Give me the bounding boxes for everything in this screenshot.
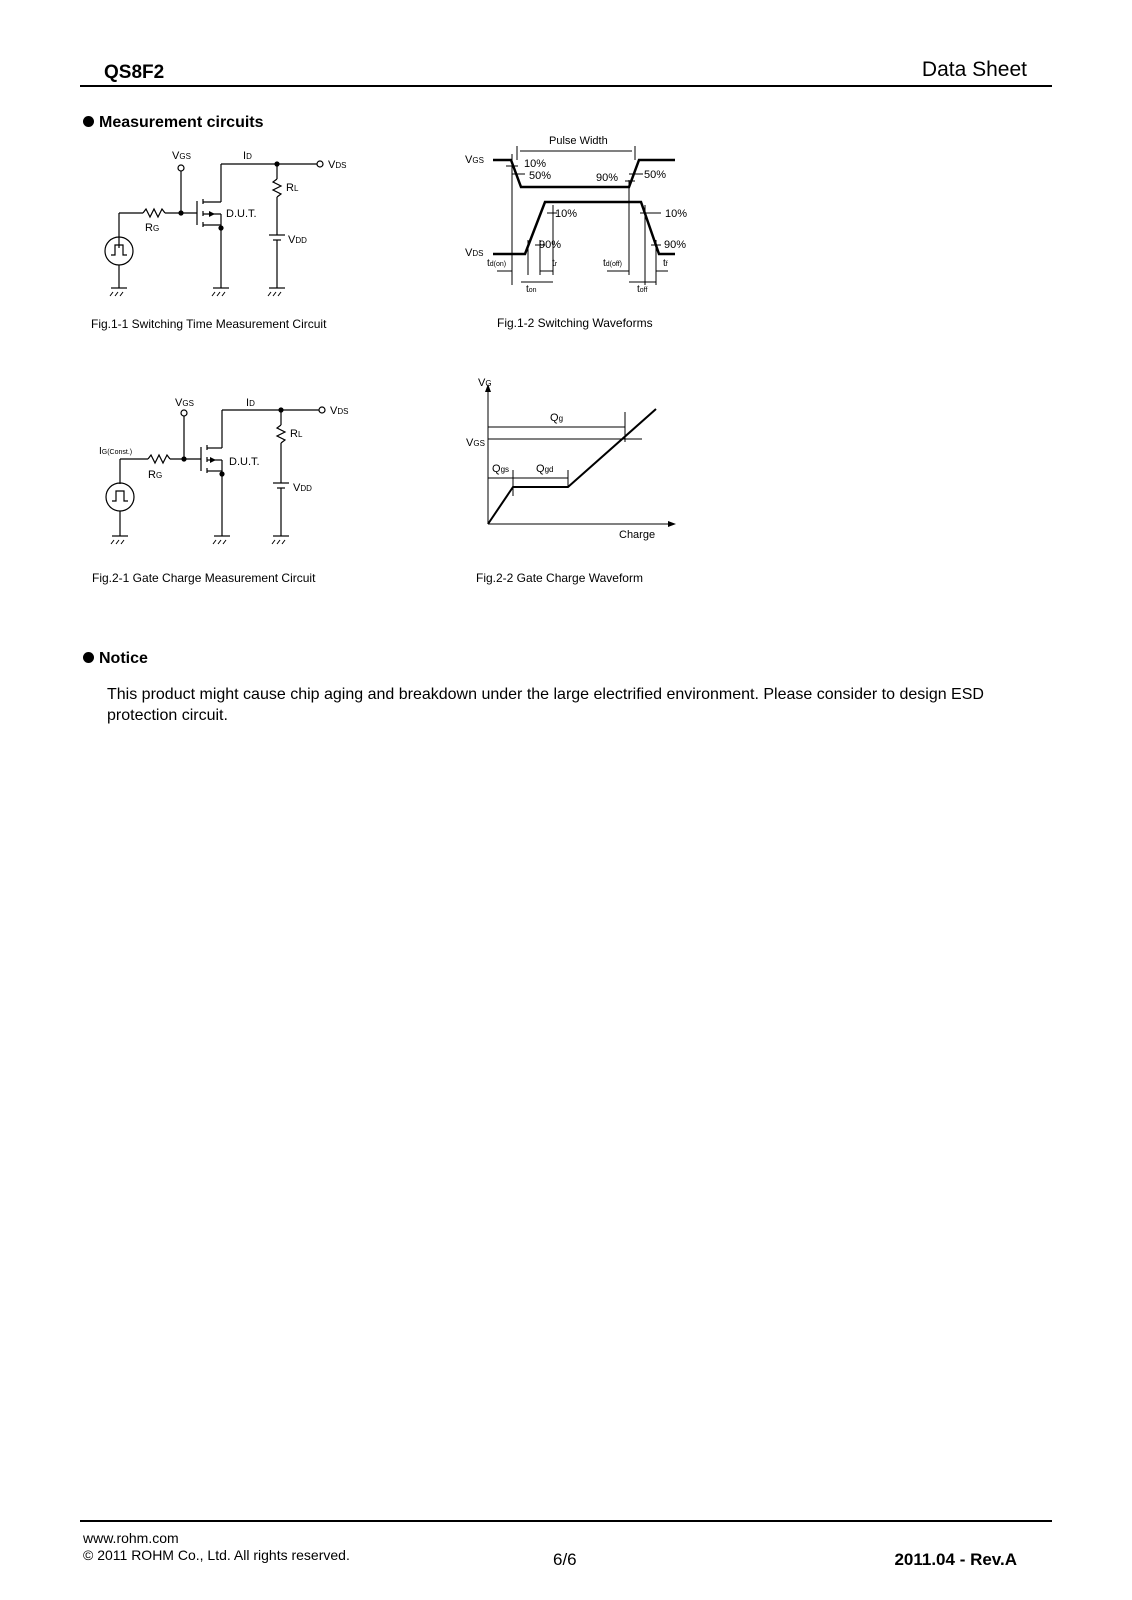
footer-url[interactable]: www.rohm.com — [83, 1530, 179, 1546]
svg-text:RL — [290, 428, 303, 440]
svg-text:VG — [478, 377, 492, 389]
vds-10-percent-label: 10% — [555, 208, 578, 220]
svg-text:RG — [145, 222, 159, 234]
figure-caption-2-1: Fig.2-1 Gate Charge Measurement Circuit — [92, 571, 316, 585]
vgs-subscript: GS — [179, 152, 191, 161]
svg-text:VGS — [172, 150, 191, 162]
vgs-90-percent-label: 90% — [596, 172, 619, 184]
svg-text:VDS — [328, 159, 346, 171]
qgd-subscript: gd — [544, 465, 554, 474]
tr-label: t — [552, 258, 555, 269]
svg-text:VGS — [175, 397, 194, 409]
gc-id-label: I — [246, 397, 250, 409]
wf-vds-subscript: DS — [472, 249, 484, 258]
footer-copyright: © 2011 ROHM Co., Ltd. All rights reserved. — [83, 1547, 350, 1563]
section-title: Measurement circuits — [99, 114, 264, 131]
ig-const-subscript: G(Const.) — [101, 449, 133, 456]
gcw-vgs-label: V — [466, 437, 474, 449]
gc-vdd-subscript: DD — [300, 484, 312, 493]
svg-text:td(off) — [603, 258, 622, 269]
vgs-50-percent-off-label: 50% — [644, 169, 667, 181]
svg-text:VDS — [465, 247, 483, 259]
bullet-icon — [83, 652, 94, 663]
qg-label: Q — [550, 412, 559, 424]
qgs-label: Q — [492, 463, 501, 475]
section-title: Notice — [99, 650, 148, 667]
switching-waveforms-diagram — [463, 130, 713, 300]
svg-text:toff — [637, 284, 647, 295]
svg-text:Qg — [550, 412, 563, 424]
svg-text:VDD — [293, 482, 312, 494]
switching-time-circuit-diagram — [95, 145, 375, 305]
wf-vgs-label: V — [465, 154, 473, 166]
svg-text:VGS — [466, 437, 485, 449]
part-number: QS8F2 — [104, 62, 165, 83]
gc-dut-label: D.U.T. — [229, 456, 260, 468]
gcw-vg-subscript: G — [485, 379, 492, 388]
figure-caption-1-1: Fig.1-1 Switching Time Measurement Circuit — [91, 317, 327, 331]
qgs-subscript: gs — [500, 465, 510, 474]
id-subscript: D — [246, 152, 252, 161]
svg-text:tr — [552, 258, 558, 269]
gc-rg-subscript: G — [155, 471, 163, 480]
gc-vdd-label: V — [293, 482, 301, 494]
svg-text:ID — [243, 150, 252, 162]
gc-vds-label: V — [330, 405, 338, 417]
revision-label: 2011.04 - Rev.A — [894, 1550, 1017, 1569]
gate-charge-waveform-diagram — [466, 372, 686, 557]
vds-90-percent-label: 90% — [539, 239, 562, 251]
gate-charge-circuit-diagram — [95, 392, 375, 557]
section-heading-measurement — [83, 114, 264, 132]
pulse-width-label: Pulse Width — [549, 135, 608, 147]
vds-label: V — [328, 159, 336, 171]
svg-text:Qgd — [536, 463, 553, 475]
id-label: I — [243, 150, 247, 162]
notice-paragraph: This product might cause chip aging and breakdown under the large electrified environment. Please consider to design ESD protection circuit. — [107, 686, 984, 724]
svg-text:Qgs — [492, 463, 509, 475]
tr-subscript: r — [554, 261, 558, 268]
rg-label: R — [145, 222, 153, 234]
gcw-vg-label: V — [478, 377, 486, 389]
wf-vds-label: V — [465, 247, 473, 259]
svg-text:VDS — [330, 405, 348, 417]
svg-text:ton — [526, 284, 537, 295]
figure-caption-2-2: Fig.2-2 Gate Charge Waveform — [476, 571, 643, 585]
svg-text:IG(Const.) — [99, 446, 132, 457]
gc-vgs-subscript: GS — [182, 399, 194, 408]
svg-text:VDD — [288, 234, 307, 246]
rl-label: R — [286, 182, 294, 194]
vds-90-percent-off-label: 90% — [664, 239, 687, 251]
document-type: Data Sheet — [921, 58, 1027, 81]
ton-subscript: on — [528, 287, 537, 294]
section-heading-notice — [83, 650, 148, 668]
gc-id-subscript: D — [249, 399, 255, 408]
bullet-icon — [83, 116, 94, 127]
svg-text:RG — [148, 469, 162, 481]
page-number: 6/6 — [553, 1550, 577, 1569]
qgd-label: Q — [536, 463, 545, 475]
td-on-subscript: d(on) — [489, 261, 507, 268]
vdd-label: V — [288, 234, 296, 246]
vgs-label: V — [172, 150, 180, 162]
svg-text:tf — [663, 258, 668, 269]
svg-text:RL — [286, 182, 299, 194]
rg-subscript: G — [152, 224, 160, 233]
td-off-label: t — [603, 258, 606, 269]
td-off-subscript: d(off) — [605, 261, 622, 268]
gcw-vgs-subscript: GS — [473, 439, 485, 448]
toff-label: t — [637, 284, 640, 295]
vds-10-percent-off-label: 10% — [665, 208, 688, 220]
ig-const-label: I — [99, 446, 102, 457]
svg-text:VGS — [465, 154, 484, 166]
td-on-label: t — [487, 258, 490, 269]
gc-rg-label: R — [148, 469, 156, 481]
header-rule — [80, 85, 1052, 87]
wf-vgs-subscript: GS — [472, 156, 484, 165]
vds-subscript: DS — [335, 161, 347, 170]
rl-subscript: L — [293, 184, 299, 193]
svg-text:td(on) — [487, 258, 506, 269]
footer-rule — [80, 1520, 1052, 1522]
charge-axis-label: Charge — [619, 529, 656, 541]
vgs-50-percent-label: 50% — [529, 170, 552, 182]
toff-subscript: off — [639, 287, 648, 294]
ton-label: t — [526, 284, 529, 295]
svg-text:ID — [246, 397, 255, 409]
figure-caption-1-2: Fig.1-2 Switching Waveforms — [497, 316, 653, 330]
dut-label: D.U.T. — [226, 208, 257, 220]
qg-subscript: g — [558, 414, 564, 423]
gc-vds-subscript: DS — [337, 407, 349, 416]
tf-label: t — [663, 258, 666, 269]
gc-rl-subscript: L — [297, 430, 303, 439]
vgs-10-percent-label: 10% — [524, 158, 547, 170]
gc-rl-label: R — [290, 428, 298, 440]
tf-subscript: f — [665, 261, 668, 268]
vdd-subscript: DD — [295, 236, 307, 245]
gc-vgs-label: V — [175, 397, 183, 409]
